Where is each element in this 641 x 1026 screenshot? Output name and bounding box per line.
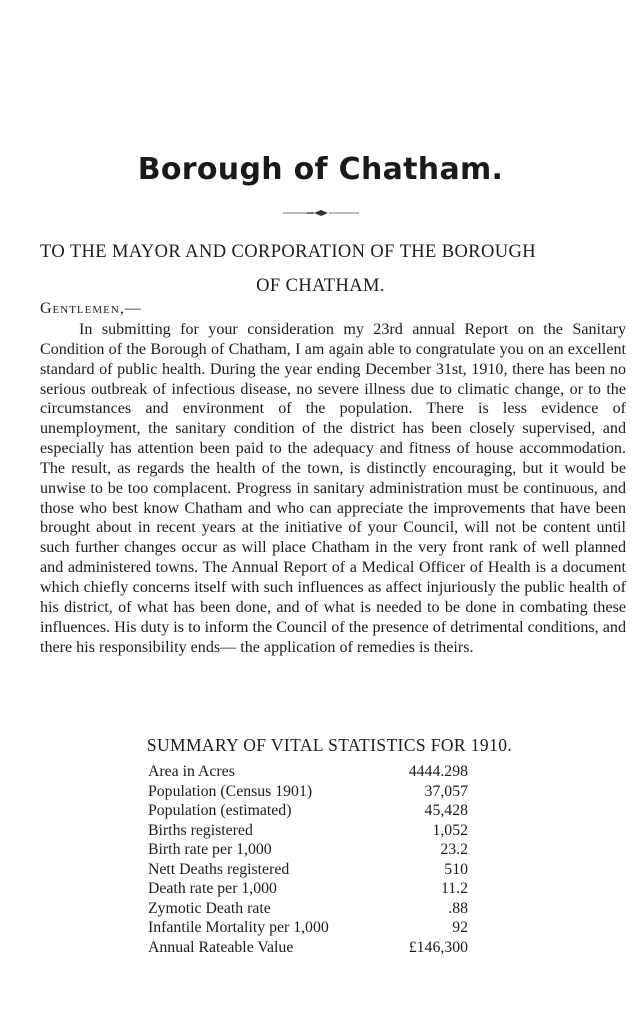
table-row [148, 860, 468, 880]
stat-label: Annual Rateable Value [148, 938, 294, 956]
stat-value: 92 [452, 919, 468, 936]
table-row [148, 762, 468, 782]
stat-label: Area in Acres [148, 763, 235, 780]
stat-value: £146,300 [408, 938, 468, 956]
table-row [148, 840, 468, 860]
table-row [148, 801, 468, 821]
table-row [148, 938, 468, 958]
body-paragraph: In submitting for your consideration my 23rd annual Report on the Sanitary Condition of the Borough of Chatham, I am again able to congratulate you on an excellent standard of public health. During the year ending December 31st, 1910, there has been no serious outbreak of infectious disease, no severe illness due to climatic change, or to the circumstances and environment of the population. There is less evidence of unemployment, the sanitary condition of the district has been closely supervised, and especially has attention been paid to the adequacy and fitness of house accommodation. The result, as regards the health of the town, is distinctly encouraging, but it would be unwise to be too complacent. Progress in sanitary administration must be continuous, and those who best know Chatham and who can appreciate the improvements that have been brought about in recent years at the initiative of your Council, will not be content until such further changes occur as will place Chatham in the very front rank of well planned and administered towns. The Annual Report of a Medical Officer of Health is a document which chiefly concerns itself with such influences as affect injuriously the public health of his district, of what has been done, and of what is needed to be done in combating these influences. His duty is to inform the Council of the presence of detrimental conditions, and there his responsibility ends— the application of remedies is theirs. [40, 321, 626, 656]
address-heading-line1: TO THE MAYOR AND CORPORATION OF THE BOROUGH [40, 242, 537, 262]
stat-value: 510 [444, 860, 468, 878]
stat-value: 4444.298 [408, 763, 468, 780]
stat-value: 37,057 [424, 782, 468, 800]
stat-value: 23.2 [440, 841, 468, 858]
stat-label: Zymotic Death rate [148, 899, 271, 917]
vital-statistics-table [148, 762, 468, 957]
stat-label: Population (Census 1901) [148, 782, 313, 800]
table-row [148, 879, 468, 899]
salutation: Gentlemen,— [40, 300, 142, 317]
stat-label: Nett Deaths registered [148, 860, 290, 878]
stat-label: Birth rate per 1,000 [148, 841, 272, 858]
summary-heading: SUMMARY OF VITAL STATISTICS FOR 1910. [146, 735, 513, 755]
ornament-divider [283, 208, 359, 218]
table-row [148, 782, 468, 802]
table-row [148, 918, 468, 938]
table-row [148, 821, 468, 841]
table-row [148, 899, 468, 919]
stat-value: .88 [448, 899, 468, 917]
stat-value: 11.2 [440, 880, 468, 897]
stat-value: 45,428 [424, 802, 468, 819]
address-heading-line2: OF CHATHAM. [256, 276, 385, 296]
stat-value: 1,052 [432, 821, 468, 839]
stat-label: Death rate per 1,000 [148, 880, 277, 897]
stat-label: Births registered [148, 821, 253, 839]
stat-label: Population (estimated) [148, 802, 292, 819]
document-title: Borough of Chatham. [137, 152, 504, 187]
stat-label: Infantile Mortality per 1,000 [148, 919, 329, 936]
